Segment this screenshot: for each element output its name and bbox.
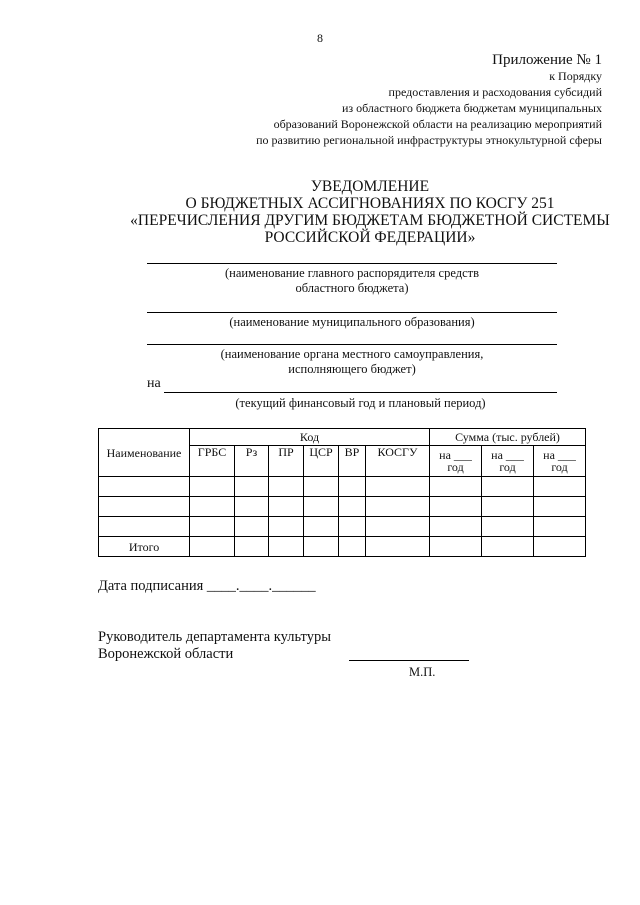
document-title xyxy=(90,178,640,246)
page-number: 8 xyxy=(317,31,323,45)
total-row xyxy=(99,537,586,557)
admin-caption-line: областного бюджета) xyxy=(295,281,409,295)
title-line: «ПЕРЕЧИСЛЕНИЯ ДРУГИМ БЮДЖЕТАМ БЮДЖЕТНОЙ СИСТЕМЫ xyxy=(130,212,610,229)
period-caption: (текущий финансовый год и плановый период) xyxy=(235,396,486,410)
period-prefix: на xyxy=(147,376,161,391)
table-row xyxy=(99,517,586,537)
appendix-title: Приложение № 1 xyxy=(492,52,602,68)
stamp-place: М.П. xyxy=(409,665,436,679)
admin-fill-line[interactable] xyxy=(147,263,557,264)
csr-header: ЦСР xyxy=(304,446,339,477)
table-row xyxy=(99,477,586,497)
organ-fill-line[interactable] xyxy=(147,344,557,345)
vr-header: ВР xyxy=(339,446,366,477)
code-header: Код xyxy=(190,429,430,446)
signature-line[interactable] xyxy=(349,660,469,661)
year-1-header: на ___ год xyxy=(430,446,482,477)
municipality-caption: (наименование муниципального образования) xyxy=(229,315,475,329)
appendix-header xyxy=(256,52,602,148)
admin-caption-line: (наименование главного распорядителя средств xyxy=(224,266,480,280)
municipality-fill-line[interactable] xyxy=(147,312,557,313)
year-2-header: на ___ год xyxy=(482,446,534,477)
table-row xyxy=(99,497,586,517)
head-signatory xyxy=(98,629,331,663)
period-fill-line[interactable] xyxy=(164,392,557,393)
kosgu-header: КОСГУ xyxy=(366,446,430,477)
grbs-header: ГРБС xyxy=(190,446,235,477)
head-title-line: Воронежской области xyxy=(98,646,234,662)
appendix-line: из областного бюджета бюджетам муниципальных xyxy=(341,101,602,115)
appendix-line: по развитию региональной инфраструктуры этнокультурной сферы xyxy=(256,133,602,147)
title-line: О БЮДЖЕТНЫХ АССИГНОВАНИЯХ ПО КОСГУ 251 xyxy=(185,195,555,212)
name-header: Наименование xyxy=(99,429,190,477)
total-label: Итого xyxy=(99,537,190,557)
appendix-line: предоставления и расходования субсидий xyxy=(388,85,602,99)
appendix-line: образований Воронежской области на реализацию мероприятий xyxy=(273,117,602,131)
title-line: УВЕДОМЛЕНИЕ xyxy=(310,178,430,195)
pr-header: ПР xyxy=(269,446,304,477)
title-line: РОССИЙСКОЙ ФЕДЕРАЦИИ» xyxy=(264,229,476,246)
organ-caption xyxy=(147,347,557,377)
rz-header: Рз xyxy=(235,446,269,477)
sum-header: Сумма (тыс. рублей) xyxy=(430,429,586,446)
year-3-header: на ___ год xyxy=(534,446,586,477)
admin-caption xyxy=(147,266,557,296)
organ-caption-line: исполняющего бюджет) xyxy=(288,362,416,376)
head-title-line: Руководитель департамента культуры xyxy=(98,629,331,645)
allocations-table xyxy=(98,428,586,557)
signing-date: Дата подписания ____.____.______ xyxy=(98,578,316,594)
appendix-line: к Порядку xyxy=(549,69,602,83)
organ-caption-line: (наименование органа местного самоуправления, xyxy=(220,347,484,361)
